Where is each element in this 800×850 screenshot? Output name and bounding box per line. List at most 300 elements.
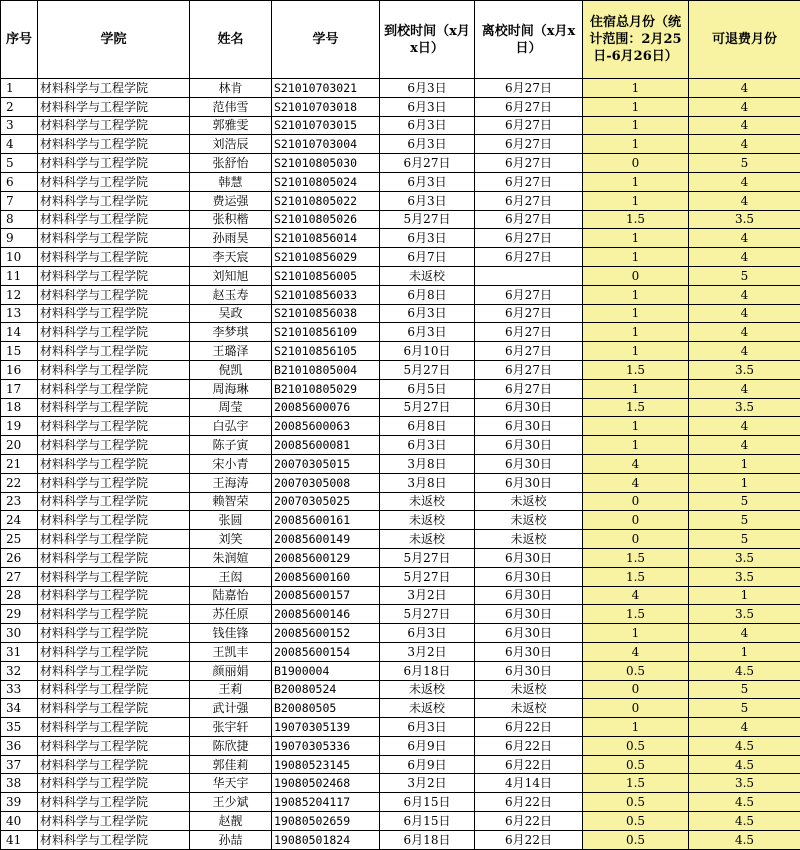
table-row — [1, 530, 800, 549]
cell-months: 1 — [583, 323, 689, 342]
cell-name: 赖智荣 — [190, 492, 272, 511]
cell-refund: 4 — [689, 135, 800, 154]
cell-months: 1 — [583, 135, 689, 154]
cell-refund: 4 — [689, 97, 800, 116]
cell-index: 18 — [1, 398, 38, 417]
cell-college: 材料科学与工程学院 — [38, 511, 190, 530]
cell-index: 40 — [1, 812, 38, 831]
cell-refund: 4 — [689, 304, 800, 323]
cell-student-id: 19080502659 — [272, 812, 380, 831]
cell-college: 材料科学与工程学院 — [38, 229, 190, 248]
cell-index: 36 — [1, 736, 38, 755]
cell-index: 38 — [1, 774, 38, 793]
cell-departure: 6月27日 — [475, 323, 583, 342]
cell-months: 1.5 — [583, 774, 689, 793]
cell-arrival: 6月5日 — [380, 379, 475, 398]
cell-departure: 6月30日 — [475, 642, 583, 661]
cell-months: 1.5 — [583, 548, 689, 567]
cell-departure: 6月27日 — [475, 379, 583, 398]
cell-departure: 未返校 — [475, 680, 583, 699]
cell-departure: 6月27日 — [475, 97, 583, 116]
cell-departure: 6月27日 — [475, 116, 583, 135]
cell-college: 材料科学与工程学院 — [38, 548, 190, 567]
cell-months: 1 — [583, 285, 689, 304]
table-row — [1, 736, 800, 755]
cell-index: 8 — [1, 210, 38, 229]
cell-name: 刘笑 — [190, 530, 272, 549]
cell-name: 陈子寅 — [190, 436, 272, 455]
cell-index: 28 — [1, 586, 38, 605]
cell-college: 材料科学与工程学院 — [38, 323, 190, 342]
cell-index: 10 — [1, 248, 38, 267]
cell-student-id: B20080524 — [272, 680, 380, 699]
cell-arrival: 5月27日 — [380, 210, 475, 229]
cell-index: 37 — [1, 755, 38, 774]
cell-index: 12 — [1, 285, 38, 304]
cell-name: 陆嘉怡 — [190, 586, 272, 605]
cell-name: 华天宇 — [190, 774, 272, 793]
cell-name: 朱润媗 — [190, 548, 272, 567]
cell-arrival: 6月3日 — [380, 191, 475, 210]
cell-refund: 3.5 — [689, 567, 800, 586]
cell-student-id: B21010805004 — [272, 360, 380, 379]
cell-departure: 未返校 — [475, 511, 583, 530]
cell-index: 9 — [1, 229, 38, 248]
cell-arrival: 3月8日 — [380, 454, 475, 473]
cell-name: 孙雨昊 — [190, 229, 272, 248]
cell-index: 35 — [1, 718, 38, 737]
table-row — [1, 79, 800, 98]
cell-departure: 6月27日 — [475, 342, 583, 361]
cell-index: 13 — [1, 304, 38, 323]
cell-departure: 6月27日 — [475, 135, 583, 154]
cell-name: 陈欣捷 — [190, 736, 272, 755]
table-body — [1, 79, 800, 850]
cell-months: 0 — [583, 680, 689, 699]
cell-index: 19 — [1, 417, 38, 436]
cell-arrival: 6月3日 — [380, 304, 475, 323]
cell-months: 0.5 — [583, 830, 689, 849]
header-student-id: 学号 — [272, 1, 380, 79]
cell-months: 0 — [583, 530, 689, 549]
cell-months: 4 — [583, 473, 689, 492]
cell-refund: 3.5 — [689, 774, 800, 793]
cell-index: 11 — [1, 266, 38, 285]
cell-arrival: 3月8日 — [380, 473, 475, 492]
cell-arrival: 3月2日 — [380, 774, 475, 793]
table-row — [1, 624, 800, 643]
cell-student-id: 20085600081 — [272, 436, 380, 455]
cell-departure: 6月27日 — [475, 210, 583, 229]
table-row — [1, 718, 800, 737]
table-row — [1, 285, 800, 304]
table-row — [1, 548, 800, 567]
cell-refund: 4 — [689, 342, 800, 361]
cell-name: 白弘宇 — [190, 417, 272, 436]
cell-arrival: 6月7日 — [380, 248, 475, 267]
cell-refund: 4 — [689, 79, 800, 98]
table-row — [1, 172, 800, 191]
cell-index: 39 — [1, 793, 38, 812]
cell-student-id: B21010805029 — [272, 379, 380, 398]
cell-months: 0.5 — [583, 736, 689, 755]
cell-index: 34 — [1, 699, 38, 718]
cell-college: 材料科学与工程学院 — [38, 492, 190, 511]
cell-index: 7 — [1, 191, 38, 210]
cell-name: 赵靓 — [190, 812, 272, 831]
table-row — [1, 210, 800, 229]
cell-student-id: 20085600160 — [272, 567, 380, 586]
cell-refund: 4.5 — [689, 793, 800, 812]
cell-departure: 6月30日 — [475, 586, 583, 605]
cell-refund: 4 — [689, 323, 800, 342]
cell-student-id: S21010703021 — [272, 79, 380, 98]
cell-departure: 6月22日 — [475, 736, 583, 755]
header-college: 学院 — [38, 1, 190, 79]
cell-student-id: S21010856109 — [272, 323, 380, 342]
cell-student-id: S21010703004 — [272, 135, 380, 154]
cell-departure: 未返校 — [475, 492, 583, 511]
cell-college: 材料科学与工程学院 — [38, 210, 190, 229]
cell-departure: 6月22日 — [475, 830, 583, 849]
header-refund: 可退费月份 — [689, 1, 800, 79]
cell-student-id: S21010856033 — [272, 285, 380, 304]
cell-departure: 6月30日 — [475, 661, 583, 680]
cell-college: 材料科学与工程学院 — [38, 680, 190, 699]
cell-student-id: B20080505 — [272, 699, 380, 718]
table-row — [1, 511, 800, 530]
cell-arrival: 6月3日 — [380, 624, 475, 643]
cell-student-id: 19080501824 — [272, 830, 380, 849]
cell-months: 1 — [583, 229, 689, 248]
cell-arrival: 6月3日 — [380, 718, 475, 737]
cell-departure: 6月27日 — [475, 229, 583, 248]
cell-college: 材料科学与工程学院 — [38, 266, 190, 285]
cell-months: 4 — [583, 642, 689, 661]
cell-student-id: 19080523145 — [272, 755, 380, 774]
cell-index: 3 — [1, 116, 38, 135]
cell-months: 1 — [583, 718, 689, 737]
table-row — [1, 567, 800, 586]
table-row — [1, 454, 800, 473]
cell-college: 材料科学与工程学院 — [38, 755, 190, 774]
cell-student-id: 20085600161 — [272, 511, 380, 530]
cell-months: 1.5 — [583, 567, 689, 586]
cell-student-id: 19080502468 — [272, 774, 380, 793]
cell-college: 材料科学与工程学院 — [38, 699, 190, 718]
cell-student-id: S21010805024 — [272, 172, 380, 191]
header-index: 序号 — [1, 1, 38, 79]
cell-college: 材料科学与工程学院 — [38, 624, 190, 643]
cell-name: 苏任原 — [190, 605, 272, 624]
cell-months: 0 — [583, 511, 689, 530]
cell-months: 1 — [583, 304, 689, 323]
table-row — [1, 812, 800, 831]
cell-student-id: S21010856038 — [272, 304, 380, 323]
cell-student-id: S21010703018 — [272, 97, 380, 116]
cell-departure: 6月30日 — [475, 398, 583, 417]
cell-months: 1 — [583, 191, 689, 210]
cell-index: 4 — [1, 135, 38, 154]
cell-arrival: 6月3日 — [380, 135, 475, 154]
cell-index: 1 — [1, 79, 38, 98]
cell-student-id: 20085600076 — [272, 398, 380, 417]
cell-index: 16 — [1, 360, 38, 379]
cell-arrival: 6月9日 — [380, 736, 475, 755]
cell-arrival: 5月27日 — [380, 605, 475, 624]
header-departure: 离校时间（x月x日） — [475, 1, 583, 79]
cell-name: 王凯丰 — [190, 642, 272, 661]
table-row — [1, 266, 800, 285]
cell-name: 周莹 — [190, 398, 272, 417]
cell-months: 0 — [583, 699, 689, 718]
cell-refund: 4.5 — [689, 755, 800, 774]
cell-name: 郭佳莉 — [190, 755, 272, 774]
cell-refund: 4.5 — [689, 736, 800, 755]
cell-college: 材料科学与工程学院 — [38, 285, 190, 304]
cell-departure: 6月27日 — [475, 248, 583, 267]
cell-departure: 6月30日 — [475, 624, 583, 643]
table-row — [1, 755, 800, 774]
cell-months: 1 — [583, 116, 689, 135]
cell-college: 材料科学与工程学院 — [38, 454, 190, 473]
cell-refund: 3.5 — [689, 360, 800, 379]
cell-refund: 4.5 — [689, 830, 800, 849]
cell-months: 1.5 — [583, 398, 689, 417]
cell-departure: 未返校 — [475, 699, 583, 718]
cell-name: 王少斌 — [190, 793, 272, 812]
cell-student-id: 20085600154 — [272, 642, 380, 661]
header-arrival: 到校时间（x月x日） — [380, 1, 475, 79]
cell-departure: 6月27日 — [475, 172, 583, 191]
cell-college: 材料科学与工程学院 — [38, 172, 190, 191]
cell-index: 5 — [1, 154, 38, 173]
cell-months: 1 — [583, 379, 689, 398]
cell-student-id: S21010805022 — [272, 191, 380, 210]
cell-departure: 6月27日 — [475, 154, 583, 173]
cell-refund: 4 — [689, 285, 800, 304]
cell-months: 1 — [583, 172, 689, 191]
cell-college: 材料科学与工程学院 — [38, 642, 190, 661]
cell-student-id: S21010703015 — [272, 116, 380, 135]
cell-months: 1 — [583, 624, 689, 643]
cell-months: 1.5 — [583, 605, 689, 624]
cell-arrival: 6月3日 — [380, 323, 475, 342]
cell-arrival: 6月3日 — [380, 229, 475, 248]
table-row — [1, 793, 800, 812]
cell-departure: 6月27日 — [475, 285, 583, 304]
cell-arrival: 未返校 — [380, 699, 475, 718]
cell-arrival: 6月9日 — [380, 755, 475, 774]
cell-refund: 3.5 — [689, 605, 800, 624]
cell-college: 材料科学与工程学院 — [38, 736, 190, 755]
cell-refund: 5 — [689, 154, 800, 173]
cell-name: 武计强 — [190, 699, 272, 718]
cell-student-id: 20085600152 — [272, 624, 380, 643]
cell-name: 费运强 — [190, 191, 272, 210]
cell-student-id: 20085600146 — [272, 605, 380, 624]
cell-refund: 3.5 — [689, 548, 800, 567]
cell-arrival: 未返校 — [380, 266, 475, 285]
cell-departure: 6月30日 — [475, 567, 583, 586]
cell-arrival: 6月3日 — [380, 79, 475, 98]
cell-name: 周海琳 — [190, 379, 272, 398]
cell-departure: 6月27日 — [475, 360, 583, 379]
cell-refund: 5 — [689, 530, 800, 549]
cell-arrival: 5月27日 — [380, 398, 475, 417]
cell-refund: 4 — [689, 417, 800, 436]
cell-months: 0 — [583, 266, 689, 285]
table-row — [1, 342, 800, 361]
cell-name: 李梦琪 — [190, 323, 272, 342]
cell-college: 材料科学与工程学院 — [38, 605, 190, 624]
cell-months: 1.5 — [583, 360, 689, 379]
cell-departure: 6月27日 — [475, 191, 583, 210]
cell-months: 1 — [583, 417, 689, 436]
cell-index: 26 — [1, 548, 38, 567]
cell-student-id: S21010856105 — [272, 342, 380, 361]
cell-months: 1.5 — [583, 210, 689, 229]
cell-student-id: 19070305336 — [272, 736, 380, 755]
cell-name: 倪凯 — [190, 360, 272, 379]
cell-arrival: 6月8日 — [380, 285, 475, 304]
cell-student-id: S21010856029 — [272, 248, 380, 267]
cell-index: 32 — [1, 661, 38, 680]
header-row — [1, 1, 800, 79]
table-row — [1, 661, 800, 680]
cell-student-id: 20070305015 — [272, 454, 380, 473]
cell-student-id: 19070305139 — [272, 718, 380, 737]
cell-college: 材料科学与工程学院 — [38, 116, 190, 135]
cell-refund: 5 — [689, 699, 800, 718]
cell-arrival: 5月27日 — [380, 548, 475, 567]
cell-name: 张舒怡 — [190, 154, 272, 173]
cell-departure: 6月30日 — [475, 417, 583, 436]
cell-name: 钱佳锋 — [190, 624, 272, 643]
cell-months: 1 — [583, 97, 689, 116]
cell-college: 材料科学与工程学院 — [38, 567, 190, 586]
table-row — [1, 492, 800, 511]
cell-months: 0 — [583, 154, 689, 173]
table-row — [1, 191, 800, 210]
table-row — [1, 116, 800, 135]
cell-student-id: S21010805026 — [272, 210, 380, 229]
cell-refund: 3.5 — [689, 210, 800, 229]
cell-refund: 4.5 — [689, 661, 800, 680]
cell-name: 王莉 — [190, 680, 272, 699]
cell-student-id: 20085600063 — [272, 417, 380, 436]
cell-departure: 6月22日 — [475, 812, 583, 831]
cell-student-id: 20085600129 — [272, 548, 380, 567]
cell-months: 0.5 — [583, 812, 689, 831]
cell-name: 吴政 — [190, 304, 272, 323]
cell-departure: 6月30日 — [475, 454, 583, 473]
cell-college: 材料科学与工程学院 — [38, 473, 190, 492]
cell-index: 30 — [1, 624, 38, 643]
cell-refund: 5 — [689, 492, 800, 511]
cell-arrival: 6月18日 — [380, 830, 475, 849]
cell-arrival: 未返校 — [380, 530, 475, 549]
cell-months: 4 — [583, 454, 689, 473]
cell-name: 颜丽娟 — [190, 661, 272, 680]
cell-student-id: B1900004 — [272, 661, 380, 680]
cell-college: 材料科学与工程学院 — [38, 661, 190, 680]
header-months: 住宿总月份（统计范围：2月25日-6月26日） — [583, 1, 689, 79]
cell-name: 李天宸 — [190, 248, 272, 267]
cell-college: 材料科学与工程学院 — [38, 135, 190, 154]
cell-arrival: 未返校 — [380, 492, 475, 511]
cell-name: 张宇轩 — [190, 718, 272, 737]
cell-student-id: 20070305008 — [272, 473, 380, 492]
cell-name: 范伟雪 — [190, 97, 272, 116]
cell-arrival: 6月3日 — [380, 116, 475, 135]
cell-student-id: 20085600149 — [272, 530, 380, 549]
cell-index: 6 — [1, 172, 38, 191]
table-row — [1, 699, 800, 718]
header-name: 姓名 — [190, 1, 272, 79]
cell-refund: 4 — [689, 172, 800, 191]
cell-arrival: 6月18日 — [380, 661, 475, 680]
cell-months: 0.5 — [583, 793, 689, 812]
cell-refund: 5 — [689, 266, 800, 285]
cell-departure: 6月27日 — [475, 304, 583, 323]
cell-index: 22 — [1, 473, 38, 492]
cell-college: 材料科学与工程学院 — [38, 379, 190, 398]
cell-name: 张圆 — [190, 511, 272, 530]
cell-student-id: 20070305025 — [272, 492, 380, 511]
cell-refund: 4 — [689, 116, 800, 135]
cell-index: 33 — [1, 680, 38, 699]
cell-name: 郭雅雯 — [190, 116, 272, 135]
cell-name: 孙喆 — [190, 830, 272, 849]
cell-name: 宋小青 — [190, 454, 272, 473]
cell-arrival: 3月2日 — [380, 586, 475, 605]
table-row — [1, 323, 800, 342]
cell-college: 材料科学与工程学院 — [38, 718, 190, 737]
cell-name: 林肯 — [190, 79, 272, 98]
cell-name: 王闳 — [190, 567, 272, 586]
cell-index: 21 — [1, 454, 38, 473]
cell-college: 材料科学与工程学院 — [38, 248, 190, 267]
cell-departure: 6月30日 — [475, 548, 583, 567]
cell-college: 材料科学与工程学院 — [38, 436, 190, 455]
table-row — [1, 642, 800, 661]
cell-name: 王璐泽 — [190, 342, 272, 361]
cell-arrival: 6月3日 — [380, 436, 475, 455]
cell-college: 材料科学与工程学院 — [38, 774, 190, 793]
cell-index: 23 — [1, 492, 38, 511]
table-row — [1, 436, 800, 455]
cell-index: 27 — [1, 567, 38, 586]
cell-arrival: 6月15日 — [380, 793, 475, 812]
cell-refund: 5 — [689, 511, 800, 530]
cell-months: 4 — [583, 586, 689, 605]
cell-arrival: 5月27日 — [380, 567, 475, 586]
table-row — [1, 248, 800, 267]
table-row — [1, 379, 800, 398]
cell-index: 25 — [1, 530, 38, 549]
table-row — [1, 830, 800, 849]
cell-departure: 6月30日 — [475, 605, 583, 624]
cell-college: 材料科学与工程学院 — [38, 812, 190, 831]
cell-arrival: 3月2日 — [380, 642, 475, 661]
cell-student-id: 20085600157 — [272, 586, 380, 605]
cell-departure: 4月14日 — [475, 774, 583, 793]
cell-college: 材料科学与工程学院 — [38, 793, 190, 812]
cell-college: 材料科学与工程学院 — [38, 79, 190, 98]
cell-index: 29 — [1, 605, 38, 624]
cell-refund: 4 — [689, 191, 800, 210]
